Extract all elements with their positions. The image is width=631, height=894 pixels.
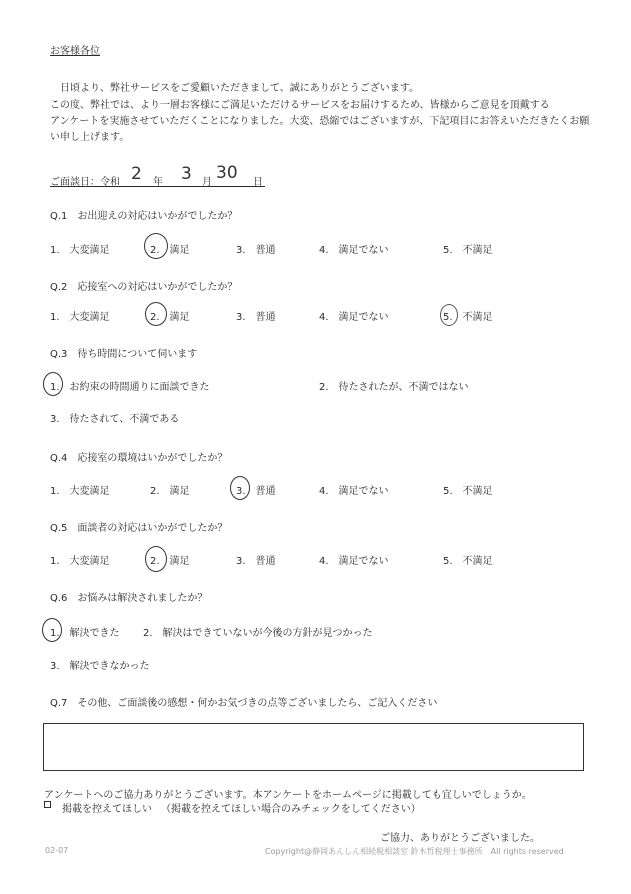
question-text: Q.4 応接室の環境はいかがでしたか？ bbox=[50, 453, 228, 464]
q5-option-5[interactable]: 5. 不満足 bbox=[443, 556, 493, 567]
question-text: Q.2 応接室への対応はいかがでしたか？ bbox=[50, 282, 238, 293]
q5-option-1[interactable]: 1. 大変満足 bbox=[50, 556, 110, 567]
intro-line-1: 日頃より、弊社サービスをご愛顧いただきまして、誠にありがとうございます。 bbox=[60, 83, 419, 94]
q6-option-1[interactable]: 1. 解決できた bbox=[50, 628, 120, 639]
q4-option-4[interactable]: 4. 満足でない bbox=[319, 486, 389, 497]
q4-option-5[interactable]: 5. 不満足 bbox=[443, 486, 493, 497]
q5-option-2[interactable]: 2. 満足 bbox=[150, 556, 190, 567]
question-text: Q.5 面談者の対応はいかがでしたか？ bbox=[50, 523, 228, 534]
salutation: お客様各位 bbox=[50, 46, 100, 57]
date-day[interactable]: 30 bbox=[216, 163, 238, 183]
comment-box[interactable] bbox=[43, 723, 584, 771]
q3-selection-circle bbox=[43, 372, 63, 396]
q6-option-2[interactable]: 2. 解決はできていないが今後の方針が見つかった bbox=[143, 628, 373, 639]
comment-text bbox=[44, 724, 583, 736]
date-label: ご面談日：令和 bbox=[50, 177, 120, 188]
q2-option-5[interactable]: 5. 不満足 bbox=[443, 312, 493, 323]
q3-option-1[interactable]: 1. お約束の時間通りに面談できた bbox=[50, 382, 210, 393]
date-year[interactable]: 2 bbox=[131, 164, 142, 184]
q1-option-4[interactable]: 4. 満足でない bbox=[319, 245, 389, 256]
checkbox-note: （掲載を控えてほしい場合のみチェックをしてください） bbox=[161, 804, 421, 815]
q6-selection-circle bbox=[42, 618, 62, 642]
checkbox-label: 掲載を控えてほしい bbox=[62, 804, 152, 815]
q1-selection-circle bbox=[144, 233, 168, 259]
q2-selection-circle bbox=[145, 302, 167, 326]
q1-option-1[interactable]: 1. 大変満足 bbox=[50, 245, 110, 256]
question-text: Q.3 待ち時間について伺います bbox=[50, 349, 198, 360]
q1-option-5[interactable]: 5. 不満足 bbox=[443, 245, 493, 256]
publish-opt-out-checkbox[interactable] bbox=[44, 801, 51, 808]
question-text: Q.7 その他、ご面談後の感想・何かお気づきの点等ございましたら、ご記入ください bbox=[50, 698, 438, 709]
q2-option-1[interactable]: 1. 大変満足 bbox=[50, 312, 110, 323]
date-month-unit: 月 bbox=[202, 177, 212, 188]
q2-option-4[interactable]: 4. 満足でない bbox=[319, 312, 389, 323]
q6-option-3[interactable]: 3. 解決できなかった bbox=[50, 661, 150, 672]
question-text: Q.6 お悩みは解決されましたか？ bbox=[50, 593, 208, 604]
q5-selection-circle bbox=[145, 546, 167, 572]
q3-option-3[interactable]: 3. 待たされて、不満である bbox=[50, 414, 180, 425]
date-year-unit: 年 bbox=[153, 177, 163, 188]
date-month[interactable]: 3 bbox=[181, 164, 192, 184]
q2-option-3[interactable]: 3. 普通 bbox=[236, 312, 276, 323]
date-underline bbox=[110, 186, 265, 187]
intro-line-3: アンケートを実施させていただくことになりました。大変、恐縮ではございますが、下記項目にお答えいただきたくお願 bbox=[50, 116, 590, 127]
copyright: Copyright@静岡あんしん相続税相談室 鈴木哲税理士事務所 All rights reserved bbox=[265, 847, 564, 856]
q5-option-3[interactable]: 3. 普通 bbox=[236, 556, 276, 567]
closing-thanks: ご協力、ありがとうございました。 bbox=[380, 833, 540, 844]
q2-stray-mark bbox=[440, 304, 458, 326]
q4-option-3[interactable]: 3. 普通 bbox=[236, 486, 276, 497]
intro-line-4: い申し上げます。 bbox=[50, 132, 130, 143]
q4-option-1[interactable]: 1. 大変満足 bbox=[50, 486, 110, 497]
q2-option-2[interactable]: 2. 満足 bbox=[150, 312, 190, 323]
intro-line-2: この度、弊社では、より一層お客様にご満足いただけるサービスをお届けするため、皆様からご意見を頂戴する bbox=[50, 100, 550, 111]
q3-option-2[interactable]: 2. 待たされたが、不満ではない bbox=[319, 382, 469, 393]
question-text: Q.1 お出迎えの対応はいかがでしたか？ bbox=[50, 211, 238, 222]
q4-option-2[interactable]: 2. 満足 bbox=[150, 486, 190, 497]
consent-text: アンケートへのご協力ありがとうございます。本アンケートをホームページに掲載しても宜しいでしょうか。 bbox=[44, 790, 532, 801]
q1-option-3[interactable]: 3. 普通 bbox=[236, 245, 276, 256]
date-day-unit: 日 bbox=[253, 177, 263, 188]
q1-option-2[interactable]: 2. 満足 bbox=[150, 245, 190, 256]
q4-selection-circle bbox=[230, 476, 250, 500]
form-code: 02-07 bbox=[45, 846, 69, 855]
q5-option-4[interactable]: 4. 満足でない bbox=[319, 556, 389, 567]
